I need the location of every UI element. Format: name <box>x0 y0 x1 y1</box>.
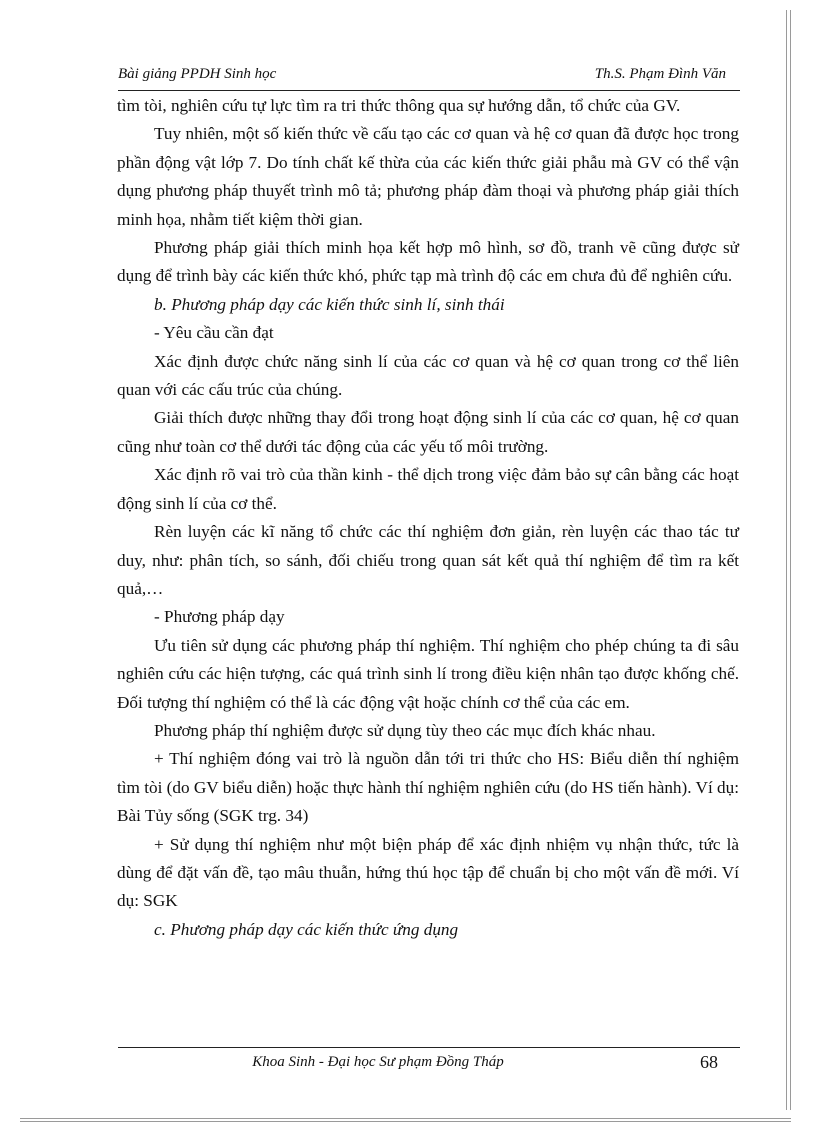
section-heading: b. Phương pháp dạy các kiến thức sinh lí, sinh thái <box>154 294 505 314</box>
page-border-right-outer <box>786 10 787 1110</box>
paragraph: Phương pháp giải thích minh họa kết hợp mô hình, sơ đồ, tranh vẽ cũng được sử dụng để trình bày các kiến thức khó, phức tạp mà trình độ các em chưa đủ để nghiên cứu. <box>117 238 739 286</box>
page-border-bottom-outer <box>20 1118 791 1119</box>
paragraph: Giải thích được những thay đổi trong hoạt động sinh lí của các cơ quan, hệ cơ quan cũng như toàn cơ thể dưới tác động của các yếu tố môi trường. <box>117 408 739 456</box>
header-course-title: Bài giảng PPDH Sinh học <box>118 66 277 82</box>
page-header <box>118 64 740 91</box>
paragraph: Tuy nhiên, một số kiến thức về cấu tạo các cơ quan và hệ cơ quan đã được học trong phần động vật lớp 7. Do tính chất kế thừa của các kiến thức giải phẫu mà GV có thể vận dụng phương pháp thuyết trình mô tả; phương pháp đàm thoại và phương pháp giải thích minh họa, nhằm tiết kiệm thời gian. <box>117 124 739 229</box>
footer-rule <box>118 1047 740 1048</box>
subheading: - Yêu cầu cần đạt <box>154 323 274 343</box>
page-body <box>117 92 739 944</box>
paragraph: + Thí nghiệm đóng vai trò là nguồn dẫn tới tri thức cho HS: Biểu diễn thí nghiệm tìm tòi (do GV biểu diễn) hoặc thực hành thí nghiệm nghiên cứu (do HS tiến hành). Ví dụ: Bài Tủy sống (SGK trg. 34) <box>117 749 739 826</box>
page-border-right-inner <box>790 10 791 1110</box>
subheading: - Phương pháp dạy <box>154 607 285 627</box>
paragraph: tìm tòi, nghiên cứu tự lực tìm ra tri thức thông qua sự hướng dẫn, tổ chức của GV. <box>117 96 681 115</box>
section-heading: c. Phương pháp dạy các kiến thức ứng dụng <box>154 919 459 939</box>
paragraph: + Sử dụng thí nghiệm như một biện pháp để xác định nhiệm vụ nhận thức, tức là dùng để đặt vấn đề, tạo mâu thuẫn, hứng thú học tập để chuẩn bị cho một vấn đề mới. Ví dụ: SGK <box>117 834 739 911</box>
paragraph: Phương pháp thí nghiệm được sử dụng tùy theo các mục đích khác nhau. <box>154 720 656 740</box>
footer-institution: Khoa Sinh - Đại học Sư phạm Đồng Tháp <box>252 1054 504 1070</box>
header-author: Th.S. Phạm Đình Văn <box>594 66 726 82</box>
page-number: 68 <box>700 1052 718 1072</box>
paragraph: Rèn luyện các kĩ năng tổ chức các thí nghiệm đơn giản, rèn luyện các thao tác tư duy, như: phân tích, so sánh, đối chiếu trong quan sát kết quả thí nghiệm để tìm ra kết quả,… <box>117 522 739 598</box>
page-border-bottom-inner <box>20 1121 791 1122</box>
paragraph: Xác định rõ vai trò của thần kinh - thể dịch trong việc đảm bảo sự cân bằng các hoạt động sinh lí của cơ thể. <box>117 465 739 513</box>
paragraph: Xác định được chức năng sinh lí của các cơ quan và hệ cơ quan trong cơ thể liên quan với các cấu trúc của chúng. <box>117 351 739 400</box>
paragraph: Ưu tiên sử dụng các phương pháp thí nghiệm. Thí nghiệm cho phép chúng ta đi sâu nghiên cứu các hiện tượng, các quá trình sinh lí trong điều kiện nhân tạo được khống chế. Đối tượng thí nghiệm có thể là các động vật hoặc chính cơ thể của các em. <box>117 635 739 712</box>
